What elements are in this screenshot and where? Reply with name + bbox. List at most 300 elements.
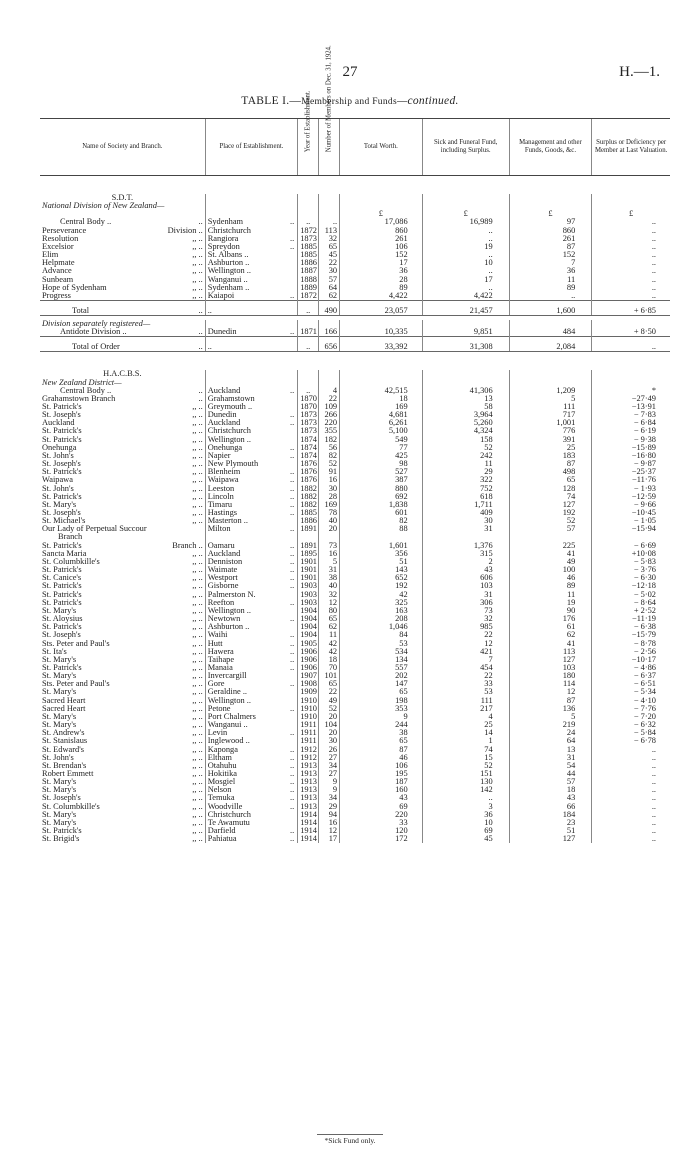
surplus-cell: .. bbox=[592, 337, 670, 352]
society-name-cell bbox=[40, 460, 205, 468]
place-name: St. Albans .. bbox=[207, 251, 249, 260]
blank-cell bbox=[422, 320, 509, 328]
surplus-cell: − 9·87 bbox=[592, 460, 670, 468]
worth-cell: 880 bbox=[340, 485, 423, 493]
year-cell: .. bbox=[298, 218, 319, 226]
place-dots: .. bbox=[290, 770, 295, 778]
sick-cell: .. bbox=[422, 251, 509, 259]
sick-cell: 30 bbox=[422, 517, 509, 525]
surplus-cell: − 4·86 bbox=[592, 664, 670, 672]
name-ditto: ,, .. bbox=[192, 818, 203, 827]
sick-cell: 52 bbox=[422, 444, 509, 452]
name-ditto: ,, .. bbox=[192, 663, 203, 672]
place-name: Spreydon bbox=[207, 242, 240, 251]
society-name: St. Joseph's bbox=[42, 460, 81, 469]
worth-cell: 43 bbox=[340, 794, 423, 802]
place-name: Levin bbox=[207, 729, 228, 738]
sick-cell: 21,457 bbox=[422, 301, 509, 316]
header-members-text: Number of Members on Dec. 31, 1924. bbox=[325, 45, 333, 153]
place-cell bbox=[205, 550, 298, 558]
worth-cell: 860 bbox=[340, 227, 423, 235]
place-name: Masterton .. bbox=[207, 517, 248, 526]
blank-cell bbox=[592, 194, 670, 202]
members-cell: 80 bbox=[319, 607, 340, 615]
place-dots: .. bbox=[290, 631, 295, 640]
worth-cell: 353 bbox=[340, 705, 423, 713]
place-name: Napier bbox=[207, 451, 231, 460]
year-cell: 1913 bbox=[298, 762, 319, 770]
place-name: Inglewood .. bbox=[207, 737, 250, 746]
place-cell bbox=[205, 235, 298, 243]
name-ditto: ,, .. bbox=[192, 582, 203, 591]
name-ditto: ,, .. bbox=[192, 451, 203, 460]
name-ditto: .. bbox=[198, 218, 203, 227]
blank-cell bbox=[340, 202, 423, 210]
place-cell bbox=[205, 688, 298, 696]
society-name-cell bbox=[40, 648, 205, 656]
society-name: St. Mary's bbox=[42, 688, 77, 697]
sick-cell: 151 bbox=[422, 770, 509, 778]
society-name-cell bbox=[40, 737, 205, 745]
blank-cell bbox=[205, 194, 298, 202]
sick-cell: 13 bbox=[422, 395, 509, 403]
members-cell: 65 bbox=[319, 615, 340, 623]
members-cell: 169 bbox=[319, 501, 340, 509]
society-name-cell bbox=[40, 395, 205, 403]
place-dots: .. bbox=[290, 582, 295, 591]
year-cell: 1872 bbox=[298, 227, 319, 235]
place-cell bbox=[205, 827, 298, 835]
table-row bbox=[40, 599, 670, 607]
surplus-cell: + 8·50 bbox=[592, 328, 670, 337]
worth-cell: 244 bbox=[340, 721, 423, 729]
mgmt-cell: 11 bbox=[509, 276, 592, 284]
society-name-cell bbox=[40, 550, 205, 558]
table-row bbox=[40, 827, 670, 835]
place-name: Mosgiel bbox=[207, 778, 236, 787]
place-name: Grahamstown bbox=[207, 394, 255, 403]
society-name: St. Patrick's bbox=[42, 566, 82, 575]
worth-cell: 208 bbox=[340, 615, 423, 623]
place-name: Westport bbox=[207, 574, 238, 583]
society-name: St. Mary's bbox=[42, 500, 77, 509]
currency-sick: £ bbox=[422, 210, 509, 218]
place-cell bbox=[205, 387, 298, 395]
society-name: St. John's bbox=[42, 753, 74, 762]
sick-cell: 22 bbox=[422, 672, 509, 680]
surplus-cell: −11·19 bbox=[592, 615, 670, 623]
society-name: Total of Order bbox=[72, 342, 120, 352]
place-name: Timaru bbox=[207, 500, 233, 509]
surplus-cell: .. bbox=[592, 227, 670, 235]
sick-cell: 10 bbox=[422, 819, 509, 827]
table-row bbox=[40, 227, 670, 235]
society-name-cell bbox=[40, 599, 205, 607]
place-name: Nelson bbox=[207, 786, 232, 795]
surplus-cell: .. bbox=[592, 292, 670, 301]
worth-cell: 152 bbox=[340, 251, 423, 259]
year-cell: 1910 bbox=[298, 705, 319, 713]
worth-cell: 1,838 bbox=[340, 501, 423, 509]
society-name: Our Lady of Perpetual Succour bbox=[42, 525, 147, 534]
sick-cell: 2 bbox=[422, 558, 509, 566]
place-dots: .. bbox=[290, 411, 295, 420]
place-name: Wellington .. bbox=[207, 267, 251, 276]
place-cell bbox=[205, 664, 298, 672]
blank-cell bbox=[592, 370, 670, 378]
society-name-cell bbox=[40, 476, 205, 484]
place-cell bbox=[205, 672, 298, 680]
mgmt-cell: 87 bbox=[509, 460, 592, 468]
place-cell bbox=[205, 721, 298, 729]
surplus-cell: − 9·38 bbox=[592, 436, 670, 444]
worth-cell: 425 bbox=[340, 452, 423, 460]
table-row bbox=[40, 746, 670, 754]
sick-cell: 3,964 bbox=[422, 411, 509, 419]
table-row bbox=[40, 623, 670, 631]
year-cell: 1911 bbox=[298, 729, 319, 737]
name-ditto: ,, .. bbox=[192, 234, 203, 243]
society-name-cell bbox=[40, 276, 205, 284]
society-name-cell bbox=[40, 746, 205, 754]
mgmt-cell: 1,600 bbox=[509, 301, 592, 316]
society-name: Waipawa bbox=[42, 476, 73, 485]
members-cell: 22 bbox=[319, 259, 340, 267]
worth-cell: 106 bbox=[340, 762, 423, 770]
place-dots: .. bbox=[290, 753, 295, 762]
worth-cell: 98 bbox=[340, 460, 423, 468]
sick-cell: 41,306 bbox=[422, 387, 509, 395]
society-name-cell bbox=[40, 452, 205, 460]
name-ditto: ,, .. bbox=[192, 566, 203, 575]
table-row bbox=[40, 243, 670, 251]
place-cell bbox=[205, 574, 298, 582]
society-name: Hope of Sydenham bbox=[42, 283, 107, 292]
surplus-cell: .. bbox=[592, 235, 670, 243]
name-ditto: .. bbox=[198, 386, 203, 395]
place-dots: .. bbox=[290, 647, 295, 656]
year-cell: 1906 bbox=[298, 648, 319, 656]
society-name: Total bbox=[72, 305, 90, 315]
worth-cell: 33 bbox=[340, 819, 423, 827]
place-dots: .. bbox=[290, 729, 295, 738]
mgmt-cell: 113 bbox=[509, 648, 592, 656]
place-cell bbox=[205, 656, 298, 664]
mgmt-cell: 89 bbox=[509, 582, 592, 590]
name-ditto: ,, .. bbox=[192, 251, 203, 260]
society-name: St. Patrick's bbox=[42, 541, 82, 550]
place-name: Onehunga bbox=[207, 443, 243, 452]
society-name-cell bbox=[40, 292, 205, 301]
sick-cell: 606 bbox=[422, 574, 509, 582]
members-cell: 65 bbox=[319, 680, 340, 688]
place-cell bbox=[205, 395, 298, 403]
place-cell bbox=[205, 227, 298, 235]
mgmt-cell: 57 bbox=[509, 525, 592, 533]
name-ditto: ,, .. bbox=[192, 500, 203, 509]
surplus-cell: .. bbox=[592, 754, 670, 762]
mgmt-cell: 1,001 bbox=[509, 419, 592, 427]
members-cell: 29 bbox=[319, 803, 340, 811]
society-name: St. Joseph's bbox=[42, 794, 81, 803]
place-cell bbox=[205, 251, 298, 259]
place-cell bbox=[205, 337, 298, 352]
place-dots: .. bbox=[290, 827, 295, 836]
members-cell: 656 bbox=[319, 337, 340, 352]
members-cell: 78 bbox=[319, 509, 340, 517]
table-row bbox=[40, 574, 670, 582]
members-cell: 65 bbox=[319, 243, 340, 251]
worth-cell: 36 bbox=[340, 267, 423, 275]
place-name: Greymouth .. bbox=[207, 402, 253, 411]
table-row bbox=[40, 284, 670, 292]
society-name: St. Joseph's bbox=[42, 411, 81, 420]
members-cell: 109 bbox=[319, 403, 340, 411]
society-name-cell bbox=[40, 525, 205, 533]
year-cell: 1913 bbox=[298, 770, 319, 778]
society-name: Sunbeam bbox=[42, 275, 74, 284]
sick-cell: 421 bbox=[422, 648, 509, 656]
blank-cell bbox=[298, 202, 319, 210]
mgmt-cell: 127 bbox=[509, 835, 592, 843]
name-ditto: ,, .. bbox=[192, 729, 203, 738]
year-cell: 1904 bbox=[298, 615, 319, 623]
header-place: Place of Establishment. bbox=[205, 119, 298, 176]
place-cell bbox=[205, 615, 298, 623]
place-dots: .. bbox=[290, 242, 295, 251]
year-cell: 1910 bbox=[298, 697, 319, 705]
mgmt-cell: 114 bbox=[509, 680, 592, 688]
table-row bbox=[40, 672, 670, 680]
worth-cell: 192 bbox=[340, 582, 423, 590]
surplus-cell: .. bbox=[592, 803, 670, 811]
name-ditto: ,, .. bbox=[192, 672, 203, 681]
table-row bbox=[40, 762, 670, 770]
worth-cell: 1,601 bbox=[340, 542, 423, 550]
place-name: .. bbox=[207, 305, 212, 315]
mgmt-cell: 25 bbox=[509, 444, 592, 452]
footnote bbox=[0, 1136, 700, 1145]
surplus-cell: − 1·93 bbox=[592, 485, 670, 493]
members-cell: 16 bbox=[319, 476, 340, 484]
society-name: St. Edward's bbox=[42, 745, 84, 754]
surplus-cell: +10·08 bbox=[592, 550, 670, 558]
worth-cell: 195 bbox=[340, 770, 423, 778]
society-name-cell bbox=[40, 713, 205, 721]
year-cell: 1909 bbox=[298, 688, 319, 696]
surplus-cell: − 8·78 bbox=[592, 640, 670, 648]
place-name: New Plymouth bbox=[207, 460, 259, 469]
place-cell bbox=[205, 328, 298, 337]
society-name-cell bbox=[40, 387, 205, 395]
mgmt-cell: 12 bbox=[509, 688, 592, 696]
mgmt-cell: 1,209 bbox=[509, 387, 592, 395]
worth-cell: 42 bbox=[340, 591, 423, 599]
year-cell: 1870 bbox=[298, 403, 319, 411]
table-row bbox=[40, 754, 670, 762]
worth-cell: 143 bbox=[340, 566, 423, 574]
year-cell: 1911 bbox=[298, 737, 319, 745]
name-ditto: ,, .. bbox=[192, 704, 203, 713]
place-name: Auckland bbox=[207, 549, 241, 558]
mgmt-cell: 24 bbox=[509, 729, 592, 737]
currency-worth: £ bbox=[340, 210, 423, 218]
table-row bbox=[40, 778, 670, 786]
worth-cell: 38 bbox=[340, 729, 423, 737]
society-name: Robert Emmett bbox=[42, 770, 94, 778]
place-name: Hastings bbox=[207, 509, 238, 517]
mgmt-cell: 43 bbox=[509, 794, 592, 802]
year-cell: 1914 bbox=[298, 819, 319, 827]
title-prefix: TABLE I.— bbox=[241, 95, 302, 107]
place-dots: .. bbox=[290, 386, 295, 395]
society-name: St. Joseph's bbox=[42, 509, 81, 517]
table-row bbox=[40, 460, 670, 468]
table-row bbox=[40, 501, 670, 509]
worth-cell: 23,057 bbox=[340, 301, 423, 316]
members-cell: 12 bbox=[319, 599, 340, 607]
place-name: Wellington .. bbox=[207, 435, 251, 444]
sick-cell: 31,308 bbox=[422, 337, 509, 352]
worth-cell: 18 bbox=[340, 395, 423, 403]
currency-mgmt: £ bbox=[509, 210, 592, 218]
place-name: Hawera bbox=[207, 647, 234, 656]
place-dots: .. bbox=[290, 802, 295, 811]
year-cell bbox=[298, 533, 319, 541]
year-cell: 1889 bbox=[298, 284, 319, 292]
year-cell: 1907 bbox=[298, 672, 319, 680]
mgmt-cell: 52 bbox=[509, 517, 592, 525]
mgmt-cell: 57 bbox=[509, 778, 592, 786]
surplus-cell: − 6·84 bbox=[592, 419, 670, 427]
place-cell bbox=[205, 591, 298, 599]
society-name: St. Columbkille's bbox=[42, 802, 100, 811]
members-cell: 16 bbox=[319, 550, 340, 558]
blank-cell bbox=[592, 320, 670, 328]
year-cell: 1904 bbox=[298, 607, 319, 615]
place-name: Kaponga bbox=[207, 745, 238, 754]
mgmt-cell: 100 bbox=[509, 566, 592, 574]
sick-cell: 10 bbox=[422, 259, 509, 267]
sick-cell: .. bbox=[422, 267, 509, 275]
society-name-cell bbox=[40, 721, 205, 729]
blank-cell bbox=[298, 194, 319, 202]
place-dots: .. bbox=[290, 541, 295, 550]
table-row bbox=[40, 509, 670, 517]
blank-cell bbox=[422, 202, 509, 210]
worth-cell: 6,261 bbox=[340, 419, 423, 427]
year-cell: 1886 bbox=[298, 259, 319, 267]
society-name-cell bbox=[40, 411, 205, 419]
society-name-cell bbox=[40, 786, 205, 794]
place-name: Ashburton .. bbox=[207, 259, 250, 268]
place-cell bbox=[205, 835, 298, 843]
members-cell: 94 bbox=[319, 811, 340, 819]
mgmt-cell: 54 bbox=[509, 762, 592, 770]
place-name: Te Awamutu bbox=[207, 818, 250, 827]
name-ditto: ,, .. bbox=[192, 549, 203, 558]
members-cell: 30 bbox=[319, 737, 340, 745]
surplus-cell: .. bbox=[592, 827, 670, 835]
header-name: Name of Society and Branch. bbox=[40, 119, 205, 176]
place-dots: .. bbox=[290, 663, 295, 672]
year-cell: 1913 bbox=[298, 803, 319, 811]
society-name: St. Mary's bbox=[42, 712, 77, 721]
society-name-cell bbox=[40, 819, 205, 827]
year-cell: 1870 bbox=[298, 395, 319, 403]
mgmt-cell: 7 bbox=[509, 259, 592, 267]
blank-cell bbox=[298, 370, 319, 378]
society-name: St. Patrick's bbox=[42, 623, 82, 632]
society-name: St. Patrick's bbox=[42, 492, 82, 501]
surplus-cell: −13·91 bbox=[592, 403, 670, 411]
year-cell: 1906 bbox=[298, 656, 319, 664]
sick-cell: 43 bbox=[422, 566, 509, 574]
surplus-cell: − 6·51 bbox=[592, 680, 670, 688]
name-ditto: Division .. bbox=[167, 226, 203, 235]
table-row bbox=[40, 697, 670, 705]
table-row bbox=[40, 276, 670, 284]
worth-cell: 17 bbox=[340, 259, 423, 267]
place-dots: .. bbox=[290, 484, 295, 493]
society-name-cell bbox=[40, 243, 205, 251]
surplus-cell: − 4·10 bbox=[592, 697, 670, 705]
society-name: St. Mary's bbox=[42, 721, 77, 730]
sick-cell: 36 bbox=[422, 811, 509, 819]
society-name-cell bbox=[40, 227, 205, 235]
place-cell bbox=[205, 648, 298, 656]
table-row bbox=[40, 436, 670, 444]
society-name: St. Michael's bbox=[42, 517, 86, 526]
district-heading-hacbs-text: New Zealand District— bbox=[42, 378, 122, 387]
worth-cell: 1,046 bbox=[340, 623, 423, 631]
society-name: Branch bbox=[58, 533, 83, 542]
mgmt-cell: 41 bbox=[509, 550, 592, 558]
mgmt-cell: 61 bbox=[509, 623, 592, 631]
worth-cell: 325 bbox=[340, 599, 423, 607]
society-name-cell bbox=[40, 436, 205, 444]
name-ditto: ,, .. bbox=[192, 745, 203, 754]
place-dots: .. bbox=[290, 655, 295, 664]
year-cell: 1886 bbox=[298, 517, 319, 525]
members-cell: 30 bbox=[319, 267, 340, 275]
year-cell: 1914 bbox=[298, 827, 319, 835]
table-row bbox=[40, 218, 670, 226]
table-row bbox=[40, 794, 670, 802]
society-name-cell bbox=[40, 778, 205, 786]
members-cell: 70 bbox=[319, 664, 340, 672]
mgmt-cell: 192 bbox=[509, 509, 592, 517]
surplus-cell: − 5·34 bbox=[592, 688, 670, 696]
blank-cell bbox=[298, 320, 319, 328]
members-cell: 18 bbox=[319, 656, 340, 664]
sick-cell: 19 bbox=[422, 243, 509, 251]
society-name: Sacred Heart bbox=[42, 696, 86, 705]
name-ditto: ,, .. bbox=[192, 492, 203, 501]
society-name-cell bbox=[40, 328, 205, 337]
table-row bbox=[40, 444, 670, 452]
name-ditto: ,, .. bbox=[192, 427, 203, 436]
sick-cell: 16,989 bbox=[422, 218, 509, 226]
blank-cell bbox=[40, 210, 205, 218]
year-cell: 1895 bbox=[298, 550, 319, 558]
place-cell bbox=[205, 485, 298, 493]
blank-cell bbox=[592, 379, 670, 387]
society-name-cell bbox=[40, 419, 205, 427]
table-row bbox=[40, 301, 670, 316]
blank-cell bbox=[422, 370, 509, 378]
table-row bbox=[40, 395, 670, 403]
